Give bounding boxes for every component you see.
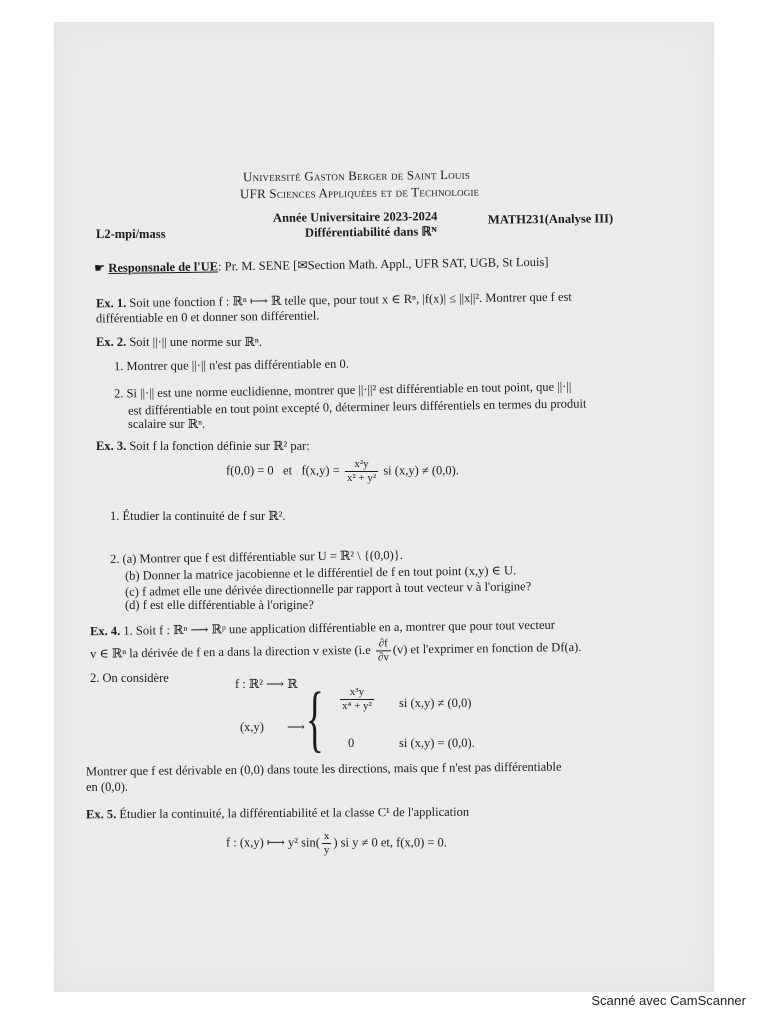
university-name: Université Gaston Berger de Saint Louis	[242, 166, 471, 185]
ex2-q2-line3: scalaire sur ℝⁿ.	[128, 417, 206, 431]
ex5-fraction-denominator: y	[323, 844, 330, 856]
ex4-arrow: ⟶	[287, 720, 305, 734]
ex4-conclusion-line2: en (0,0).	[86, 780, 128, 794]
ex3-fraction-numerator: x²y	[345, 458, 378, 472]
ex1-line2: différentiable en 0 et donner son différentiel.	[95, 308, 320, 326]
ex4-text-1: 1. Soit f : ℝⁿ ⟶ ℝᵖ une application différentiable en a, montrer que pour tout vecteur	[123, 617, 556, 638]
ex3-intro-text: Soit f la fonction définie sur ℝ² par:	[129, 439, 310, 453]
ex4-case2-value: 0	[348, 736, 355, 750]
pointing-hand-icon: ☛	[93, 261, 106, 276]
level: L2-mpi/mass	[96, 227, 166, 241]
ex4-partial-denominator: ∂v	[377, 651, 389, 664]
ex3-f00: f(0,0) = 0	[226, 463, 274, 478]
ex5-fraction-numerator: x	[323, 830, 330, 842]
ex4-text-2a: v ∈ ℝⁿ la dérivée de f en a dans la direction v existe (i.e	[89, 642, 371, 661]
ex3-definition	[226, 458, 459, 485]
ex3-fxy: f(x,y) =	[301, 463, 340, 478]
ufr-name: UFR Sciences Appliquées et de Technologie	[239, 183, 480, 202]
ex4-case1-condition: si (x,y) ≠ (0,0)	[399, 696, 472, 710]
ex2-intro	[96, 334, 262, 351]
camscanner-watermark: Scanné avec CamScanner	[591, 993, 746, 1008]
ex3-condition: si (x,y) ≠ (0,0).	[383, 463, 459, 478]
ex4-case1-denominator: x⁴ + y²	[342, 700, 372, 712]
ex5-formula	[226, 830, 447, 857]
left-brace: {	[306, 678, 324, 760]
ex4-partial-derivative	[376, 637, 391, 664]
ex4-case1-fraction	[340, 686, 374, 713]
ex1-text-1: Soit une fonction f : ℝⁿ ⟼ ℝ telle que, pour tout x ∈ Rⁿ, |f(x)| ≤ ||x||². Montrer que f est	[129, 289, 572, 310]
ex3-q2d: (d) f est elle différentiable à l'origine?	[125, 598, 314, 612]
ex2-q2-line2: est différentiable en tout point excepté 0, déterminer leurs différentiels en termes du produit	[127, 396, 587, 418]
academic-year: Année Universitaire 2023-2024	[272, 209, 438, 225]
ex3-q2c: (c) f admet elle une dérivée directionnelle par rapport à tout vecteur v à l'origine?	[124, 579, 532, 599]
ex4-partial-numerator: ∂f	[376, 637, 391, 651]
ex2-q2-line1: 2. Si ||·|| est une norme euclidienne, montrer que ||·||² est différentiable en tout point, que ||·||	[113, 379, 572, 401]
ex1-label: Ex. 1.	[95, 295, 127, 311]
ex4-line2	[90, 635, 582, 669]
ex4-xy: (x,y)	[240, 720, 264, 734]
ex4-case2-condition: si (x,y) = (0,0).	[399, 736, 475, 750]
ex3-q2a: 2. (a) Montrer que f est différentiable sur U = ℝ² \ {(0,0)}.	[109, 547, 404, 567]
ex5-formula-right: ) si y ≠ 0 et, f(x,0) = 0.	[333, 835, 447, 850]
ex3-intro	[96, 438, 310, 455]
ex3-label: Ex. 3.	[96, 439, 127, 453]
ex2-intro-text: Soit ||·|| une norme sur ℝⁿ.	[129, 335, 262, 349]
responsable-text: : Pr. M. SENE [✉Section Math. Appl., UFR SAT, UGB, St Louis]	[217, 254, 549, 274]
ex4-label: Ex. 4.	[89, 623, 121, 639]
ex4-case1-value	[338, 686, 376, 713]
ex5-formula-left: f : (x,y) ⟼ y² sin(	[226, 835, 320, 850]
ex5-text-1: Étudier la continuité, la différentiabilité et la classe C¹ de l'application	[119, 804, 470, 822]
ex3-fraction-denominator: x² + y²	[346, 472, 377, 484]
ex4-text-2b: (v) et l'exprimer en fonction de Df(a).	[392, 639, 582, 657]
subject-title: Différentiabilité dans ℝᴺ	[304, 224, 437, 240]
ex3-fraction	[345, 458, 378, 485]
ex3-q2b: (b) Donner la matrice jacobienne et le différentiel de f en tout point (x,y) ∈ U.	[124, 563, 517, 583]
ex3-q1: 1. Étudier la continuité de f sur ℝ².	[110, 509, 286, 523]
ex4-case1-numerator: x³y	[340, 686, 374, 700]
scanned-page	[54, 22, 714, 992]
ex5-label: Ex. 5.	[85, 807, 117, 822]
ex2-label: Ex. 2.	[96, 335, 127, 349]
ex3-et: et	[283, 463, 293, 478]
ex2-q1: 1. Montrer que ||·|| n'est pas différentiable en 0.	[113, 356, 349, 374]
ex4-conclusion-line1: Montrer que f est dérivable en (0,0) dans toute les directions, mais que f n'est pas différentiable	[85, 759, 562, 779]
ex4-q2: 2. On considère	[90, 671, 169, 685]
ex4-map: f : ℝ² ⟶ ℝ	[235, 677, 298, 691]
responsable-label: Responsnale de l'UE	[108, 259, 219, 275]
responsable-line	[94, 254, 549, 277]
course-code: MATH231(Analyse III)	[487, 211, 614, 227]
ex5-fraction	[322, 830, 332, 857]
ex5-line1	[86, 804, 469, 824]
